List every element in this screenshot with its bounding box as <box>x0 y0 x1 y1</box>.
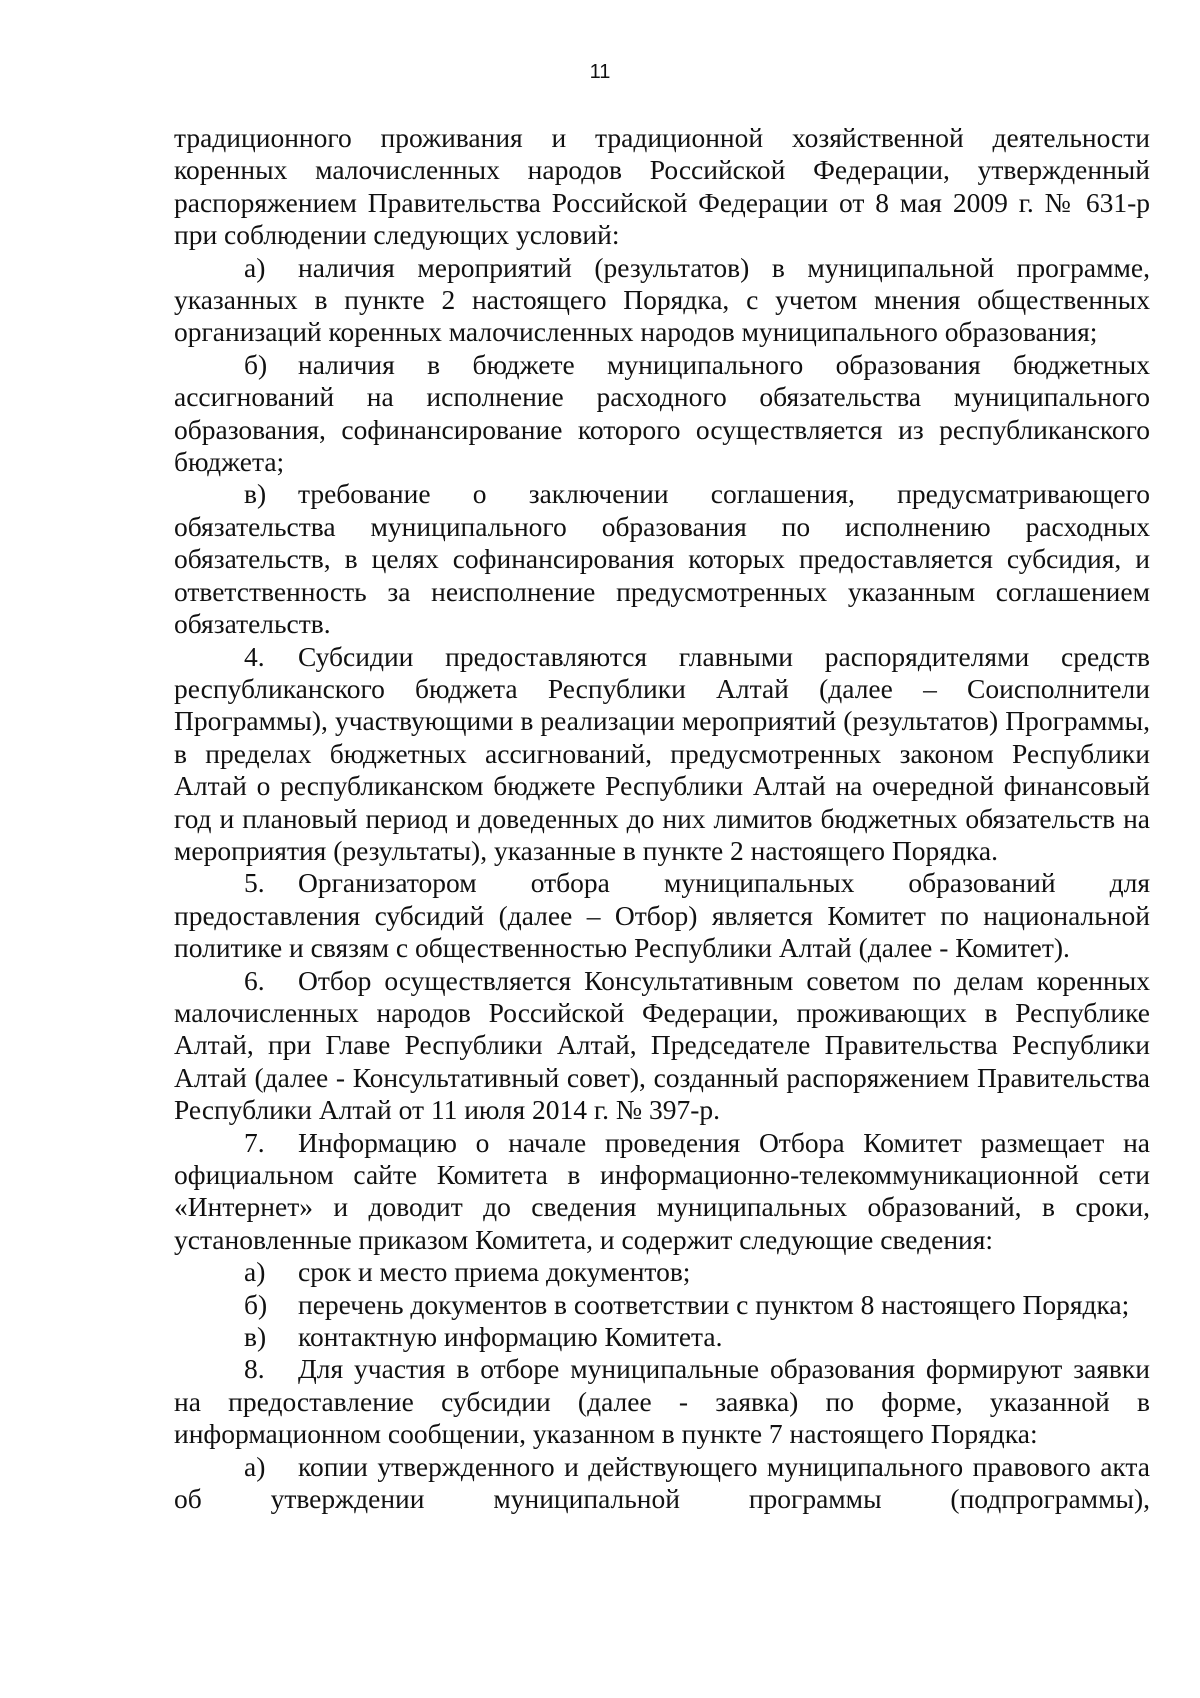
list-marker: в) <box>244 478 267 510</box>
list-marker: а) <box>244 251 266 283</box>
clause-5 <box>174 867 1150 964</box>
paragraph-text: Организатором отбора муниципальных образований для предоставления субсидий (далее – Отбор) является Комитет по национальной политике и связям с общественностью Республики Алтай (далее - Комитет). <box>174 867 1150 964</box>
paragraph-text: Отбор осуществляется Консультативным советом по делам коренных малочисленных народов Российской Федерации, проживающих в Республике Алтай, при Главе Республики Алтай, Председателе Правительства Республики Алтай (далее - Консультативный совет), созданный распоряжением Правительства Республики Алтай от 11 июля 2014 г. № 397-р. <box>174 964 1150 1126</box>
page-number: 11 <box>589 61 611 83</box>
clause-8 <box>174 1353 1150 1450</box>
list-marker: в) <box>244 1321 267 1353</box>
paragraph-text: традиционного проживания и традиционной хозяйственной деятельности коренных малочисленных народов Российской Федерации, утвержденный распоряжением Правительства Российской Федерации от 8 мая 2009 г. № 631-р при соблюдении следующих условий: <box>174 122 1150 251</box>
paragraph-text: Субсидии предоставляются главными распорядителями средств республиканского бюджета Республики Алтай (далее – Соисполнители Программы), участвующими в реализации мероприятий (результатов) Программы, в пределах бюджетных ассигнований, предусмотренных законом Республики Алтай о республиканском бюджете Республики Алтай на очередной финансовый год и плановый период и доведенных до них лимитов бюджетных обязательств на мероприятия (результаты), указанные в пункте 2 настоящего Порядка. <box>174 640 1150 866</box>
list-item-v <box>174 1321 1150 1353</box>
clause-number: 7. <box>244 1126 265 1158</box>
list-marker: б) <box>244 1288 268 1320</box>
paragraph-text: Для участия в отборе муниципальные образования формируют заявки на предоставление субсидии (далее - заявка) по форме, указанной в информационном сообщении, указанном в пункте 7 настоящего Порядка: <box>174 1353 1150 1450</box>
clause-number: 6. <box>244 964 265 996</box>
paragraph-text: перечень документов в соответствии с пунктом 8 настоящего Порядка; <box>298 1288 1130 1320</box>
paragraph-text: копии утвержденного и действующего муниципального правового акта об утверждении муниципальной программы (подпрограммы), <box>174 1450 1150 1515</box>
clause-6 <box>174 965 1150 1127</box>
list-item-b <box>174 349 1150 479</box>
paragraph-text: наличия в бюджете муниципального образования бюджетных ассигнований на исполнение расходного обязательства муниципального образования, софинансирование которого осуществляется из республиканского бюджета; <box>174 348 1150 478</box>
paragraph-text: требование о заключении соглашения, предусматривающего обязательства муниципального образования по исполнению расходных обязательств, в целях софинансирования которых предоставляется субсидия, и ответственность за неисполнение предусмотренных указанным соглашением обязательств. <box>174 478 1150 640</box>
list-marker: б) <box>244 348 268 380</box>
clause-number: 5. <box>244 867 265 899</box>
paragraph-text: наличия мероприятий (результатов) в муниципальной программе, указанных в пункте 2 настоящего Порядка, с учетом мнения общественных организаций коренных малочисленных народов муниципального образования; <box>174 251 1150 348</box>
list-item-v <box>174 478 1150 640</box>
paragraph-text: срок и место приема документов; <box>298 1256 691 1288</box>
paragraph-continuation <box>174 122 1150 252</box>
clause-number: 8. <box>244 1353 265 1385</box>
list-item-a <box>174 1256 1150 1288</box>
document-body <box>174 122 1150 1515</box>
clause-4 <box>174 641 1150 868</box>
list-item-a <box>174 252 1150 349</box>
paragraph-text: Информацию о начале проведения Отбора Комитет размещает на официальном сайте Комитета в информационно-телекоммуникационной сети «Интернет» и доводит до сведения муниципальных образований, в сроки, установленные приказом Комитета, и содержит следующие сведения: <box>174 1126 1150 1255</box>
list-marker: а) <box>244 1450 266 1482</box>
list-marker: а) <box>244 1256 266 1288</box>
clause-number: 4. <box>244 640 265 672</box>
clause-7 <box>174 1127 1150 1257</box>
list-item-b <box>174 1289 1150 1321</box>
list-item-a <box>174 1451 1150 1516</box>
paragraph-text: контактную информацию Комитета. <box>298 1321 723 1353</box>
